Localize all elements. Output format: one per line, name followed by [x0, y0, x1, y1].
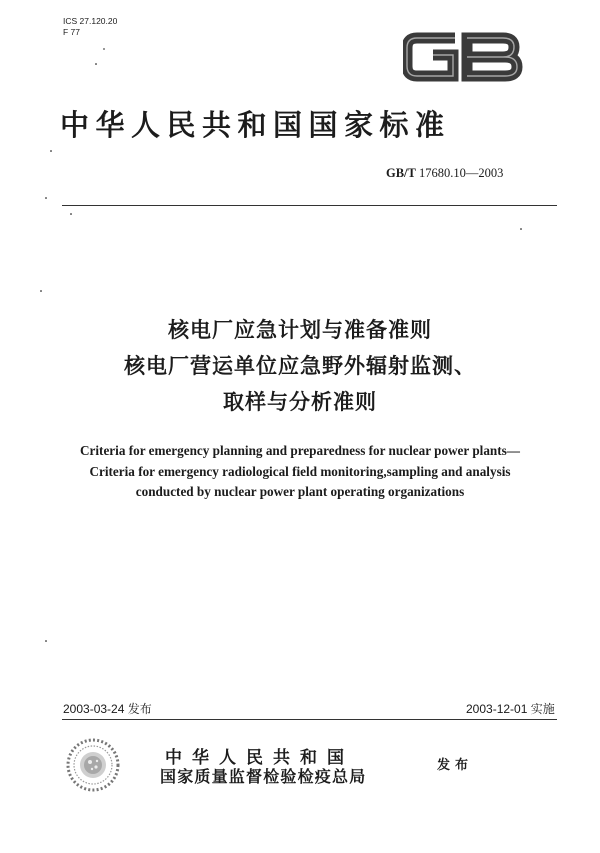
scan-speck: [520, 228, 522, 230]
scan-speck: [95, 63, 97, 65]
scan-speck: [45, 197, 47, 199]
issuer-line-2: 国家质量监督检验检疫总局: [160, 767, 367, 786]
classification-codes: [63, 16, 117, 38]
scan-speck: [103, 48, 105, 50]
chinese-title-line-1: 核电厂应急计划与准备准则: [168, 318, 432, 342]
implementation-date: 2003-12-01 实施: [466, 702, 555, 716]
chinese-title-line-3: 取样与分析准则: [223, 390, 377, 414]
english-title-line-2: Criteria for emergency radiological field monitoring,sampling and analysis: [89, 464, 511, 479]
scan-speck: [70, 213, 72, 215]
english-title-line-3: conducted by nuclear power plant operating organizations: [135, 484, 465, 499]
english-title-line-1: Criteria for emergency planning and preparedness for nuclear power plants—: [80, 443, 520, 458]
gb-logo: [403, 30, 523, 84]
standard-number-value: 17680.10—2003: [419, 166, 504, 180]
standard-number: [386, 166, 503, 181]
bottom-divider: [62, 719, 557, 720]
ics-code: ICS 27.120.20: [63, 16, 118, 26]
issue-date: 2003-03-24 发布: [63, 702, 152, 716]
standard-number-prefix: GB/T: [386, 166, 416, 180]
top-divider: [62, 205, 557, 206]
scan-speck: [50, 150, 52, 152]
issue-label: 发布: [437, 758, 474, 773]
chinese-title-line-2: 核电厂营运单位应急野外辐射监测、: [124, 354, 476, 378]
ccs-code: F 77: [63, 27, 81, 37]
scan-speck: [40, 290, 42, 292]
standard-type-heading: 中华人民共和国国家标准: [60, 108, 451, 142]
issuer-line-1: 中华人民共和国: [165, 748, 354, 768]
scan-speck: [45, 640, 47, 642]
official-seal-icon: [66, 738, 120, 792]
